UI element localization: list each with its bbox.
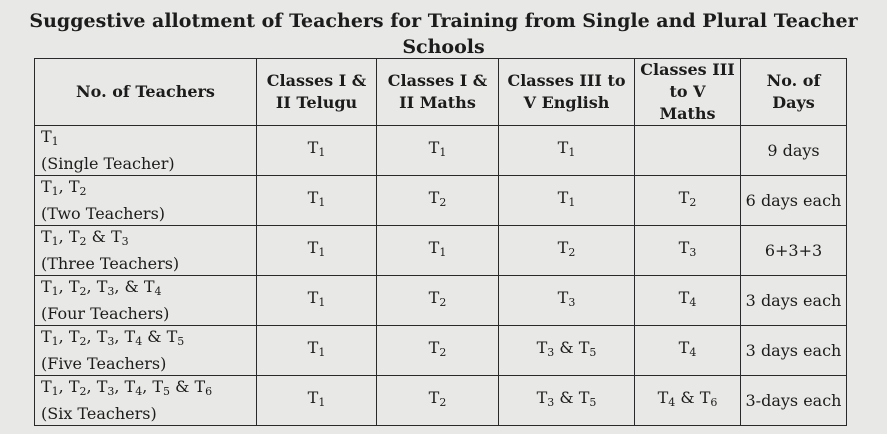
teacher-codes: $T_1$, $T_2$, $T_3$, & $T_4$ <box>41 277 162 298</box>
cell-maths-3-5 <box>635 126 741 176</box>
page-title: Suggestive allotment of Teachers for Training from Single and Plural Teacher Schools <box>29 10 858 58</box>
cell-maths-3-5: $T_4$ <box>635 326 741 376</box>
table-row <box>35 226 847 276</box>
teacher-count-label: (Two Teachers) <box>41 204 166 223</box>
table-row <box>35 176 847 226</box>
cell-telugu: $T_1$ <box>257 326 377 376</box>
cell-telugu: $T_1$ <box>257 276 377 326</box>
header-maths-1-2: Classes I & II Maths <box>377 59 499 126</box>
header-days: No. of Days <box>741 59 847 126</box>
header-maths-3-5: Classes III to V Maths <box>635 59 741 126</box>
cell-telugu: $T_1$ <box>257 176 377 226</box>
header-row <box>35 59 847 126</box>
cell-teachers <box>35 226 257 276</box>
teacher-codes: $T_1$, $T_2$ & $T_3$ <box>41 227 129 248</box>
table-row <box>35 126 847 176</box>
cell-teachers <box>35 326 257 376</box>
cell-days: 3 days each <box>741 326 847 376</box>
cell-english: $T_3$ & $T_5$ <box>499 376 635 426</box>
table-row <box>35 326 847 376</box>
table-row <box>35 376 847 426</box>
table-row <box>35 276 847 326</box>
header-telugu: Classes I & II Telugu <box>257 59 377 126</box>
teacher-count-label: (Six Teachers) <box>41 404 157 423</box>
cell-teachers <box>35 276 257 326</box>
cell-maths-1-2: $T_2$ <box>377 326 499 376</box>
cell-telugu: $T_1$ <box>257 226 377 276</box>
cell-english: $T_3$ & $T_5$ <box>499 326 635 376</box>
cell-english: $T_1$ <box>499 126 635 176</box>
cell-days: 6+3+3 <box>741 226 847 276</box>
cell-maths-1-2: $T_1$ <box>377 126 499 176</box>
teacher-codes: $T_1$, $T_2$, $T_3$, $T_4$, $T_5$ & $T_6$ <box>41 377 213 398</box>
cell-english: $T_1$ <box>499 176 635 226</box>
cell-telugu: $T_1$ <box>257 376 377 426</box>
cell-maths-1-2: $T_1$ <box>377 226 499 276</box>
allotment-table <box>34 58 847 426</box>
cell-maths-1-2: $T_2$ <box>377 276 499 326</box>
cell-teachers <box>35 126 257 176</box>
cell-english: $T_3$ <box>499 276 635 326</box>
cell-maths-3-5: $T_3$ <box>635 226 741 276</box>
cell-days: 3-days each <box>741 376 847 426</box>
cell-maths-3-5: $T_4$ <box>635 276 741 326</box>
cell-days: 3 days each <box>741 276 847 326</box>
header-english: Classes III to V English <box>499 59 635 126</box>
teacher-count-label: (Four Teachers) <box>41 304 170 323</box>
cell-english: $T_2$ <box>499 226 635 276</box>
teacher-count-label: (Three Teachers) <box>41 254 180 273</box>
cell-maths-1-2: $T_2$ <box>377 376 499 426</box>
teacher-codes: $T_1$, $T_2$, $T_3$, $T_4$ & $T_5$ <box>41 327 185 348</box>
teacher-codes: $T_1$ <box>41 127 59 148</box>
cell-maths-3-5: $T_4$ & $T_6$ <box>635 376 741 426</box>
cell-maths-1-2: $T_2$ <box>377 176 499 226</box>
header-no-of-teachers: No. of Teachers <box>35 59 257 126</box>
cell-telugu: $T_1$ <box>257 126 377 176</box>
teacher-codes: $T_1$, $T_2$ <box>41 177 87 198</box>
teacher-count-label: (Single Teacher) <box>41 154 175 173</box>
cell-days: 9 days <box>741 126 847 176</box>
cell-teachers <box>35 376 257 426</box>
cell-maths-3-5: $T_2$ <box>635 176 741 226</box>
cell-teachers <box>35 176 257 226</box>
teacher-count-label: (Five Teachers) <box>41 354 167 373</box>
cell-days: 6 days each <box>741 176 847 226</box>
